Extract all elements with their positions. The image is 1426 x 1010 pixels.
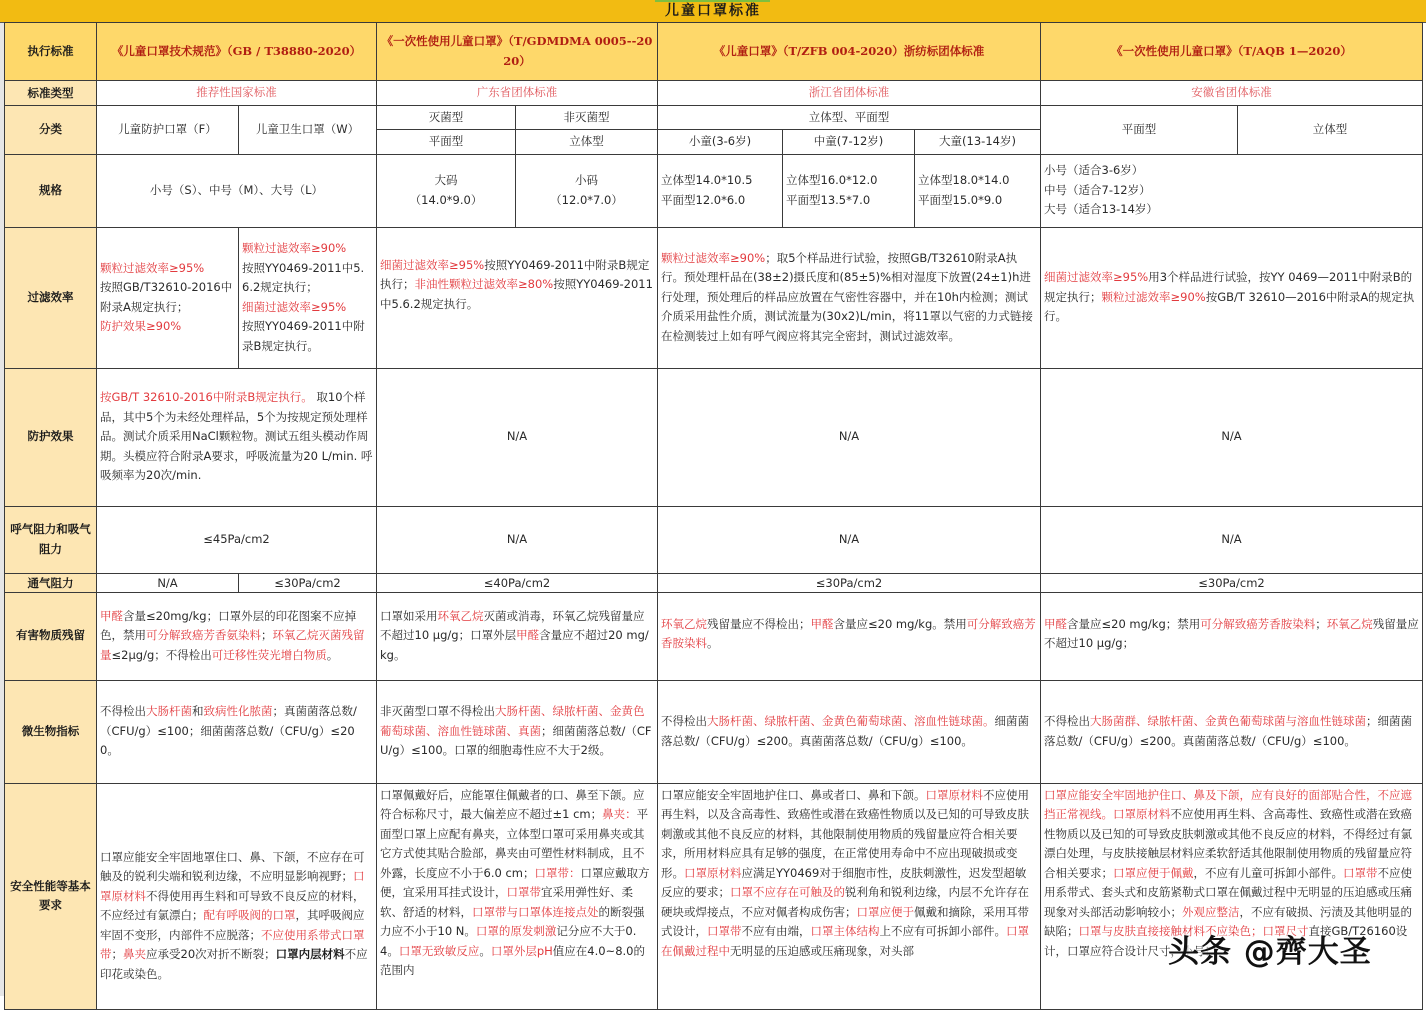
- body-text: 按照GB/T32610-2016中附录A规定执行；: [100, 280, 233, 314]
- highlight-text: 可分解致癌芳香胺染料: [1200, 616, 1316, 631]
- body-text: 不得检出: [100, 704, 146, 719]
- body-text: 应承受20次对折不断裂；: [146, 947, 276, 961]
- highlight-text: 甲醛: [1044, 616, 1067, 631]
- body-text: 口罩如采用: [380, 608, 438, 623]
- airflow-gdmdma[interactable]: ≤40Pa/cm2: [377, 573, 658, 592]
- body-text: ；: [261, 628, 273, 643]
- filtration-gb-w[interactable]: [239, 227, 377, 368]
- body-text: 残留量应不得检出；: [707, 616, 811, 631]
- body-text: 平面型口罩上应配有鼻夹，立体型口罩可采用鼻夹或其它方式使其贴合脸部，鼻夹由可塑性材料制成，且不外露，长度应不小于6.0 cm；: [380, 807, 649, 880]
- filtration-gb-f[interactable]: [97, 227, 239, 368]
- highlight-text: 鼻夹: [123, 947, 146, 961]
- safety-gb[interactable]: [97, 783, 377, 1009]
- body-text: ；: [111, 947, 123, 961]
- highlight-text: 大肠杆菌、绿脓杆菌、金黄色葡萄球菌、溶血性链球菌、真菌: [380, 704, 645, 738]
- body-text: 佩戴和摘除，采用耳带式设计，: [661, 904, 1029, 938]
- body-text: 。: [707, 636, 719, 650]
- body-text: 不得使用再生料和可导致不良反应的材料，不应经过有氯漂白；: [100, 888, 365, 922]
- harmful-row: [5, 592, 1423, 680]
- highlight-text: 不应使用系带式口罩带: [100, 927, 365, 961]
- highlight-text: 颗粒过滤效率≥90%: [242, 241, 347, 255]
- highlight-text: 口罩带与口罩体连接点处: [472, 904, 599, 919]
- safety-aqb[interactable]: [1041, 783, 1423, 1009]
- body-text: 锐利角和锐利边缘，内层不允许存在硬块或焊接点，不应对佩者构成伤害；: [661, 885, 1029, 919]
- highlight-text: 细菌过滤效率≥95%: [242, 299, 347, 314]
- class-zfb-large[interactable]: 大童(13-14岁): [915, 130, 1041, 155]
- highlight-text: 按GB/T 32610-2016中附录B规定执行。: [100, 390, 313, 405]
- highlight-text: 口罩带: [1343, 865, 1378, 880]
- body-text: 和: [192, 704, 204, 719]
- body-text: 无明显的压迫感或压痛现象，对头部: [730, 943, 914, 958]
- highlight-text: 大肠杆菌、绿脓杆菌、金黄色葡萄球菌、溶血性链球菌。: [707, 714, 995, 728]
- class-gdmdma-sterile[interactable]: 灭菌型: [377, 105, 516, 130]
- highlight-text: 非油性颗粒过滤效率≥80%: [414, 277, 554, 291]
- body-text: ；: [1315, 616, 1327, 631]
- standard-name-aqb[interactable]: 《一次性使用儿童口罩》（T/AQB 1—2020）: [1041, 23, 1423, 81]
- body-text: 值应在4.0~8.0的范围内: [380, 943, 645, 977]
- highlight-text: 口罩应便于佩戴: [1113, 865, 1194, 880]
- body-text: 上不应有可拆卸小部件。: [879, 924, 1006, 938]
- body-text: 按GB/T 32610—2016中附录A的规定执行。: [1044, 289, 1415, 324]
- spec-line: 大号（适合13-14岁）: [1044, 202, 1158, 217]
- row-label-safety: 安全性能等基本要求: [5, 783, 97, 1009]
- safety-gdmdma[interactable]: [377, 783, 658, 1009]
- body-text: 口罩应能安全牢固地护住口、鼻或者口、鼻和下颌。: [661, 787, 926, 802]
- class-gdmdma-3d[interactable]: 立体型: [516, 130, 658, 155]
- highlight-text: 口罩主体结构: [810, 924, 880, 938]
- body-text: 口罩佩戴好后，应能罩住佩戴者的口、鼻至下颌。应符合标称尺寸，最大偏差应不超过±1 cm；: [380, 787, 645, 821]
- highlight-text: 口罩无致敏反应: [398, 943, 480, 958]
- highlight-text: 口罩原材料: [684, 865, 742, 880]
- highlight-text: 口罩原材料: [925, 787, 983, 802]
- harmful-gdmdma[interactable]: [377, 592, 658, 680]
- highlight-text: 口罩与皮肤直接接触材料不应染色；: [1078, 924, 1263, 938]
- microbial-gdmdma[interactable]: [377, 680, 658, 783]
- spec-dim: （12.0*7.0）: [550, 192, 623, 207]
- row-label-microbial: 微生物指标: [5, 680, 97, 783]
- body-text: 口罩内层材料: [275, 947, 345, 961]
- body-text: 不得检出: [1044, 714, 1090, 728]
- row-label-standard: 执行标准: [5, 23, 97, 81]
- spec-line: 立体型14.0*10.5: [661, 173, 753, 187]
- airflow-zfb[interactable]: ≤30Pa/cm2: [658, 573, 1041, 592]
- highlight-text: 口罩带: [707, 924, 742, 938]
- highlight-text: 口罩外层pH: [490, 943, 553, 958]
- airflow-gb-f[interactable]: N/A: [97, 573, 239, 592]
- class-zfb-top[interactable]: 立体型、平面型: [658, 105, 1041, 130]
- type-gdmdma[interactable]: 广东省团体标准: [377, 81, 658, 106]
- body-text: ，不应有儿童可拆卸小部件。: [1193, 865, 1343, 880]
- resistance-gdmdma[interactable]: N/A: [377, 506, 658, 573]
- spec-line: 立体型18.0*14.0: [918, 173, 1010, 187]
- standard-name-gb[interactable]: 《儿童口罩技术规范》（GB / T38880-2020）: [97, 23, 377, 81]
- highlight-text: 口罩应便于: [856, 904, 914, 919]
- body-text: 。: [479, 943, 491, 958]
- body-text: 按照YY0469-2011中5.6.2规定执行。: [380, 277, 653, 311]
- specification-row: [5, 154, 1423, 227]
- highlight-text: 可分解致癌芳香氨染料: [146, 628, 261, 643]
- microbial-row: [5, 680, 1423, 783]
- filtration-gdmdma[interactable]: [377, 227, 658, 368]
- body-text: ，其呼吸阀应牢固不变形，内部件不应脱落；: [100, 908, 365, 942]
- row-label-resistance: 呼气阻力和吸气阻力: [5, 506, 97, 573]
- microbial-gb[interactable]: [97, 680, 377, 783]
- airflow-aqb[interactable]: ≤30Pa/cm2: [1041, 573, 1423, 592]
- spec-zfb-small[interactable]: [658, 154, 783, 227]
- class-gdmdma-flat[interactable]: 平面型: [377, 130, 516, 155]
- body-text: 的断裂强力应不小于10 N。: [380, 904, 645, 938]
- body-text: 用3个样品进行试验，按YY 0469—2011中附录B的规定执行；: [1044, 270, 1413, 304]
- highlight-text: 口罩带：: [534, 865, 581, 880]
- body-text: 含量应≤20 mg/kg；禁用: [1067, 616, 1201, 631]
- airflow-row: [5, 573, 1423, 592]
- body-text: 记分应不大于0.4。: [380, 924, 637, 958]
- body-text: 不得检出: [661, 714, 707, 728]
- highlight-text: 大肠杆菌: [146, 704, 192, 719]
- protection-aqb[interactable]: N/A: [1041, 368, 1423, 506]
- standards-table: [4, 22, 1423, 1010]
- page-title: 儿童口罩标准: [665, 3, 761, 19]
- type-row: [5, 81, 1423, 106]
- resistance-row: [5, 506, 1423, 573]
- body-text: 灭菌或消毒，环氧乙烷残留量应不超过10 μg/g；口罩外层: [380, 608, 645, 643]
- resistance-gb[interactable]: ≤45Pa/cm2: [97, 506, 377, 573]
- body-text: 含量≤20mg/kg；口罩外层的印花图案不应掉色，禁用: [100, 608, 357, 643]
- highlight-text: 甲醛: [516, 628, 540, 643]
- body-text: 含量应≤20 mg/kg。禁用: [833, 616, 967, 631]
- watermark: 头条 @齊大圣: [1168, 934, 1372, 970]
- body-text: 宜采用弹性好、柔软、舒适的材料，: [380, 885, 633, 919]
- header-row: [5, 23, 1423, 81]
- body-text: 不应使用再生料，以及含高毒性、致癌性或潜在致癌性物质以及已知的可导致皮肤刺激或其他不良反应的材料，其他限制使用物质的残留量应符合相关要求，所用材料应具有足够的强度，在正常使用寿命中不应出现破损或变形。: [661, 787, 1029, 880]
- class-aqb-flat[interactable]: 平面型: [1041, 105, 1238, 154]
- type-gb[interactable]: 推荐性国家标准: [97, 81, 377, 106]
- filtration-zfb[interactable]: [658, 227, 1041, 368]
- body-text: 按照YY0469-2011中附录B规定执行。: [242, 319, 365, 353]
- highlight-text: 口罩带: [506, 885, 541, 899]
- filtration-row: [5, 227, 1423, 368]
- spec-zfb-large[interactable]: [915, 154, 1041, 227]
- spec-line: 立体型16.0*12.0: [786, 173, 878, 187]
- protection-gb[interactable]: [97, 368, 377, 506]
- highlight-text: 外观应整洁: [1182, 904, 1240, 919]
- highlight-text: 颗粒过滤效率≥90%: [661, 250, 766, 265]
- highlight-text: 鼻夹：: [602, 807, 637, 821]
- highlight-text: 甲醛: [810, 616, 834, 631]
- body-text: 不应使用再生料、含高毒性、致癌性或潜在致癌性物质以及已知的可导致皮肤刺激或其他不良反应的材料，不得经过有氯漂白处理，与皮肤接触层材料应柔软舒适其他限制使用物质的残留量应符合相关要求；: [1044, 807, 1412, 880]
- harmful-aqb[interactable]: [1041, 592, 1423, 680]
- body-text: 残留量应不超过10 μg/g；: [1044, 616, 1419, 650]
- row-label-classification: 分类: [5, 105, 97, 154]
- row-label-harmful: 有害物质残留: [5, 592, 97, 680]
- row-label-specification: 规格: [5, 154, 97, 227]
- class-aqb-3d[interactable]: 立体型: [1238, 105, 1423, 154]
- body-text: 按照YY0469-2011中附录B规定执行；: [380, 257, 650, 291]
- body-text: 按照YY0469-2011中5.6.2规定执行；: [242, 260, 365, 294]
- standard-name-gdmdma[interactable]: 《一次性使用儿童口罩》（T/GDMDMA 0005--2020）: [377, 23, 658, 81]
- body-text: 非灭菌型口罩不得检出: [380, 704, 495, 719]
- highlight-text: 颗粒过滤效率≥95%: [100, 260, 205, 275]
- spec-size: 大码: [434, 173, 458, 187]
- highlight-text: 颗粒过滤效率≥90%: [1101, 289, 1206, 304]
- spec-aqb[interactable]: [1041, 154, 1423, 227]
- resistance-aqb[interactable]: N/A: [1041, 506, 1423, 573]
- highlight-text: 配有呼吸阀的口罩: [203, 908, 296, 922]
- highlight-text: 环氧乙烷: [661, 616, 707, 631]
- highlight-text: 大肠菌群、绿脓杆菌、金黄色葡萄球菌与溶血性链球菌: [1090, 714, 1366, 728]
- highlight-text: 防护效果≥90%: [100, 319, 182, 333]
- type-aqb[interactable]: 安徽省团体标准: [1041, 81, 1423, 106]
- highlight-text: 可迁移性荧光增白物质: [211, 647, 327, 662]
- airflow-gb-w[interactable]: ≤30Pa/cm2: [239, 573, 377, 592]
- body-text: 不应印花或染色。: [100, 947, 368, 981]
- highlight-text: 细菌过滤效率≥95%: [380, 257, 485, 272]
- highlight-text: 口罩的原发刺激: [475, 924, 557, 938]
- type-zfb[interactable]: 浙江省团体标准: [658, 81, 1041, 106]
- safety-zfb[interactable]: [658, 783, 1041, 1009]
- body-text: 应满足YY0469对于细胞市性，皮肤刺激性，迟发型超敏反应的要求；: [661, 865, 1027, 899]
- body-text: ；细菌菌落总数/（CFU/g）≤100。口罩的细胞毒性应不大于2级。: [380, 723, 652, 758]
- row-label-filtration: 过滤效率: [5, 227, 97, 368]
- resistance-zfb[interactable]: N/A: [658, 506, 1041, 573]
- body-text: 口罩应戴取方便，宜采用耳挂式设计，: [380, 865, 650, 899]
- spec-gdmdma-small[interactable]: [516, 154, 658, 227]
- microbial-aqb[interactable]: [1041, 680, 1423, 783]
- body-text: 。: [326, 647, 339, 662]
- spec-line: 平面型13.5*7.0: [786, 192, 871, 207]
- classification-row-1: [5, 105, 1423, 130]
- filtration-aqb[interactable]: [1041, 227, 1423, 368]
- row-label-type: 标准类型: [5, 81, 97, 106]
- spec-line: 中号（适合7-12岁）: [1044, 182, 1151, 197]
- body-text: 含量应不超过20 mg/kg。: [380, 628, 649, 662]
- protection-gdmdma[interactable]: N/A: [377, 368, 658, 506]
- highlight-text: 环氧乙烷灭菌残留量: [100, 628, 365, 662]
- body-text: ；细菌菌落总数/（CFU/g）≤200。真菌菌落总数/（CFU/g）≤100。: [1044, 714, 1412, 748]
- body-text: ≤2μg/g；不得检出: [111, 647, 212, 662]
- spec-line: 小号（适合3-6岁）: [1044, 163, 1144, 178]
- spec-line: 平面型12.0*6.0: [661, 192, 746, 207]
- body-text: ，不应有破损、污渍及其他明显的缺陷；: [1044, 904, 1412, 938]
- protection-zfb[interactable]: N/A: [658, 368, 1041, 506]
- standard-name-zfb[interactable]: 《儿童口罩》（T/ZFB 004-2020）浙纺标团体标准: [658, 23, 1041, 81]
- row-label-airflow: 通气阻力: [5, 573, 97, 592]
- body-text: ；取5个样品进行试验，按照GB/T32610附录A执行。预处理杆品在(38±2)摄氏度和(85±5)%相对湿度下放置(24±1)h进行处理，预处理后的样品应放置在气密性容器中，并在10h内检测；测试介质采用盐性介质，测试流量为(30x2)L/min，将11罩以气密的力式链接在检测装过上如有呼气阀应将其完全密封，测试过滤效率。: [661, 250, 1033, 343]
- highlight-text: 环氧乙烷: [1326, 616, 1373, 631]
- body-text: 直接GB/T26160设计，口罩应符合设计尺寸，小号口: [1044, 924, 1408, 958]
- highlight-text: 细菌过滤效率≥95%: [1044, 270, 1149, 285]
- body-text: 不应有由端，: [741, 924, 811, 938]
- spec-gb[interactable]: 小号（S）、中号（M）、大号（L）: [97, 154, 377, 227]
- spec-line: 平面型15.0*9.0: [918, 192, 1003, 207]
- row-label-protection: 防护效果: [5, 368, 97, 506]
- spec-gdmdma-large[interactable]: [377, 154, 516, 227]
- highlight-text: 致病性化脓菌: [203, 704, 273, 719]
- class-gb-f[interactable]: 儿童防护口罩（F）: [97, 105, 239, 154]
- protection-row: [5, 368, 1423, 506]
- spec-dim: （14.0*9.0）: [409, 192, 483, 207]
- body-text: 细菌菌落总数/（CFU/g）≤200。真菌菌落总数/（CFU/g）≤100。: [661, 714, 1029, 748]
- harmful-zfb[interactable]: [658, 592, 1041, 680]
- highlight-text: 口罩在佩戴过程中: [661, 924, 1029, 958]
- highlight-text: 甲醛: [100, 608, 123, 623]
- spec-zfb-medium[interactable]: [783, 154, 915, 227]
- class-zfb-medium[interactable]: 中童(7-12岁): [783, 130, 915, 155]
- highlight-text: 环氧乙烷: [437, 608, 484, 623]
- class-gb-w[interactable]: 儿童卫生口罩（W）: [239, 105, 377, 154]
- harmful-gb[interactable]: [97, 592, 377, 680]
- microbial-zfb[interactable]: [658, 680, 1041, 783]
- body-text: 取10个样品，其中5个为未经处理样品，5个为按规定预处理样品。测试介质采用NaCl颗粒物。测试五组头模动作周期。头模应符合附录A要求，呼吸流量为20 L/min. 呼吸频率为20次/min.: [100, 390, 373, 483]
- highlight-text: 口罩原材料: [100, 869, 365, 903]
- class-zfb-small[interactable]: 小童(3-6岁): [658, 130, 783, 155]
- body-text: ；真菌菌落总数/（CFU/g）≤100；细菌菌落总数/（CFU/g）≤200。: [100, 704, 357, 758]
- highlight-text: 可分解致癌芳香胺染料: [661, 616, 1036, 650]
- spec-size: 小码: [575, 173, 598, 187]
- safety-row: [5, 783, 1423, 1009]
- highlight-text: 口罩不应存在可触及的: [730, 885, 845, 899]
- highlight-text: 口罩应能安全牢固地护住口、鼻及下颌，应有良好的面部贴合性，不应遮挡正常视线。口罩原材料: [1044, 787, 1412, 821]
- highlight-text: 口罩尺寸: [1262, 924, 1309, 938]
- body-text: 口罩应能安全牢固地罩住口、鼻、下颌，不应存在可触及的锐利尖端和锐利边缘，不应明显影响视野；: [100, 849, 365, 883]
- class-gdmdma-nonsterile[interactable]: 非灭菌型: [516, 105, 658, 130]
- body-text: 不应使用系带式、套头式和皮筋紧勒式口罩在佩戴过程中无明显的压迫感或压痛现象对头部活动影响较小；: [1044, 865, 1412, 919]
